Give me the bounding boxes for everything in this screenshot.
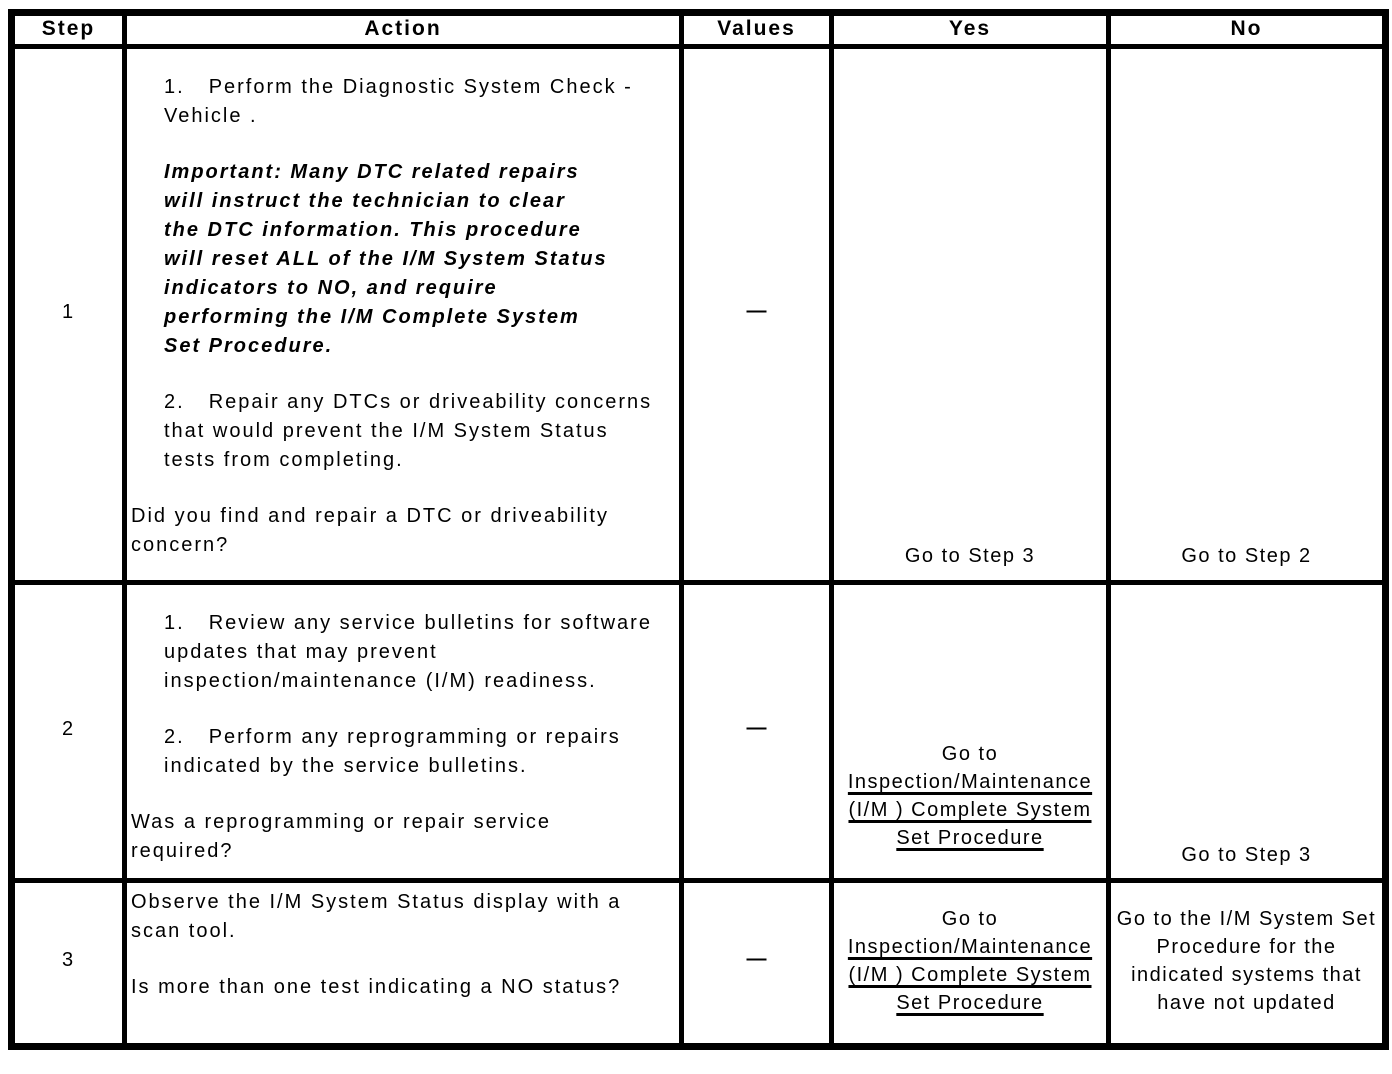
list-number: 2.	[164, 726, 185, 748]
action-cell	[125, 881, 682, 1047]
list-number: 1.	[164, 612, 185, 634]
action-list-item	[164, 723, 659, 781]
column-header-no: No	[1109, 13, 1386, 47]
diagnostic-procedure-table	[8, 9, 1389, 1050]
action-list-item	[164, 73, 659, 131]
no-cell	[1109, 881, 1386, 1047]
values-cell: —	[682, 583, 832, 881]
values-cell: —	[682, 881, 832, 1047]
no-result-text: Go to the I/M System Set Procedure for the indicated systems that have not updated	[1116, 908, 1377, 1014]
action-list-item-text: Perform any reprogramming or repairs indicated by the service bulletins.	[164, 726, 621, 777]
action-cell	[125, 47, 682, 583]
goto-intro-text: Go to	[941, 908, 999, 930]
action-question: Did you find and repair a DTC or driveability concern?	[131, 505, 609, 556]
action-instruction: Observe the I/M System Status display with a scan tool.	[131, 891, 622, 942]
action-list-item-text: Perform the Diagnostic System Check - Vehicle .	[164, 76, 633, 127]
no-cell	[1109, 583, 1386, 881]
no-cell	[1109, 47, 1386, 583]
action-question: Is more than one test indicating a NO status?	[131, 976, 622, 998]
action-list-item	[164, 609, 659, 696]
action-cell	[125, 583, 682, 881]
im-complete-system-set-procedure-link[interactable]: Inspection/Maintenance (I/M ) Complete System Set Procedure	[847, 771, 1093, 849]
column-header-action: Action	[125, 13, 682, 47]
important-note: Important: Many DTC related repairs will instruct the technician to clear the DTC information. This procedure will reset ALL of the I/M System Status indicators to NO, and require performing the I/M Complete System Set Procedure.	[164, 161, 608, 357]
column-header-yes: Yes	[832, 13, 1109, 47]
action-question: Was a reprogramming or repair service required?	[131, 811, 552, 862]
im-complete-system-set-procedure-link[interactable]: Inspection/Maintenance (I/M ) Complete System Set Procedure	[847, 936, 1093, 1014]
action-list-item-text: Review any service bulletins for software updates that may prevent inspection/maintenance (I/M) readiness.	[164, 612, 652, 692]
yes-result-text: Go to Step 3	[904, 545, 1036, 567]
table-row-step-1	[12, 47, 1386, 583]
table-row-step-3	[12, 881, 1386, 1047]
step-cell: 2	[12, 583, 125, 881]
action-list-item-text: Repair any DTCs or driveability concerns that would prevent the I/M System Status tests from completing.	[164, 391, 653, 471]
values-cell: —	[682, 47, 832, 583]
column-header-values: Values	[682, 13, 832, 47]
no-result-text: Go to Step 2	[1181, 545, 1312, 567]
yes-cell	[832, 47, 1109, 583]
action-list-item	[164, 388, 659, 475]
goto-intro-text: Go to	[941, 743, 999, 765]
table-row-step-2	[12, 583, 1386, 881]
yes-cell	[832, 881, 1109, 1047]
no-result-text: Go to Step 3	[1181, 844, 1312, 866]
step-cell: 1	[12, 47, 125, 583]
step-cell: 3	[12, 881, 125, 1047]
column-header-step: Step	[12, 13, 125, 47]
header-row	[12, 13, 1386, 47]
list-number: 2.	[164, 391, 185, 413]
list-number: 1.	[164, 76, 185, 98]
yes-cell	[832, 583, 1109, 881]
